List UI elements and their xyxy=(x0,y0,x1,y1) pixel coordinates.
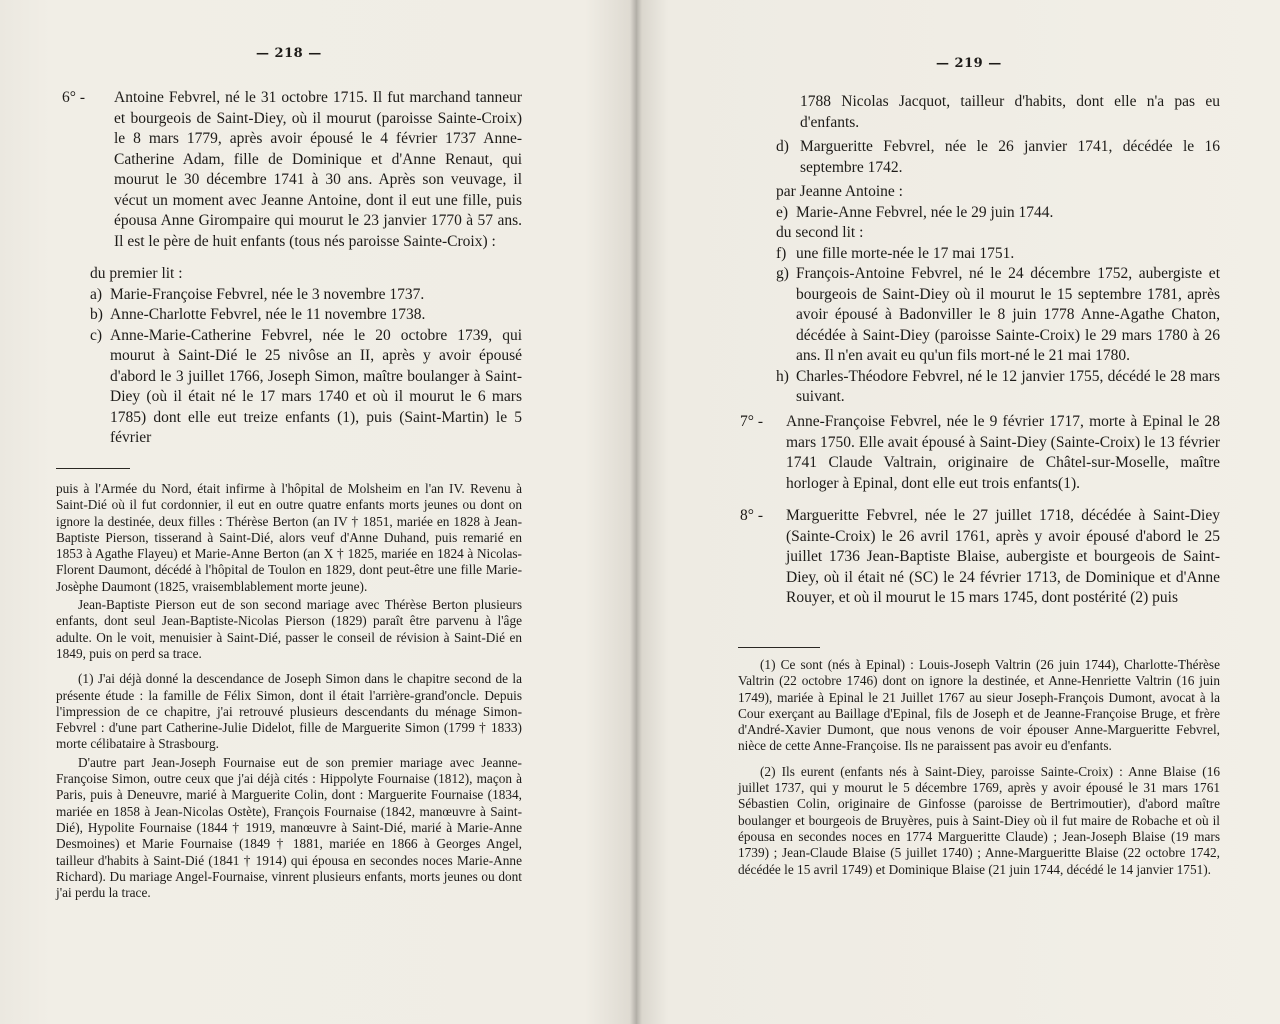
right-entries xyxy=(740,412,1220,609)
entry-8-number: 8° - xyxy=(740,507,763,524)
page-number-219: — 219 — xyxy=(936,56,1002,71)
left-main-text xyxy=(62,88,522,449)
child-e-text: Marie-Anne Febvrel, née le 29 juin 1744. xyxy=(796,203,1054,221)
child-a xyxy=(90,285,522,306)
child-d xyxy=(776,137,1220,178)
child-e-mark: e) xyxy=(776,203,789,221)
page-number-218: — 218 — xyxy=(256,46,322,61)
left-footnote-1: (1) J'ai déjà donné la descendance de Joseph Simon dans le chapitre second de la présente étude : la famille de Félix Simon, dont il était l'arrière-grand'oncle. Depuis l'impression de ce chapitre, j'ai retrouvé plusieurs descendants du ménage Simon-Febvrel : d'une part Catherine-Julie Didelot, fille de Marguerite Simon (1799 † 1833) morte célibataire à Strasbourg. xyxy=(56,671,522,752)
left-page xyxy=(0,0,636,1024)
entry-6-number: 6° - xyxy=(62,89,85,106)
child-f xyxy=(776,244,1220,265)
right-footnotes xyxy=(738,657,1220,878)
child-a-text: Marie-Françoise Febvrel, née le 3 novembre 1737. xyxy=(110,285,425,303)
by-jeanne-label: par Jeanne Antoine : xyxy=(776,183,903,200)
right-footnote-rule xyxy=(738,647,820,648)
left-footnote-pierson: Jean-Baptiste Pierson eut de son second mariage avec Thérèse Berton plusieurs enfants, dont seul Jean-Baptiste-Nicolas Pierson (1829) paraît être parvenu à l'âge adulte. On le voit, menuisier à Saint-Dié, passer le conseil de révision à Saint-Dié en 1849, puis on perd sa trace. xyxy=(56,597,522,661)
right-page xyxy=(636,0,1280,1024)
child-b-text: Anne-Charlotte Febvrel, née le 11 novembre 1738. xyxy=(110,306,426,323)
child-h-mark: h) xyxy=(776,367,789,385)
child-g-text: François-Antoine Febvrel, né le 24 décembre 1752, aubergiste et bourgeois de Saint-Diey où il mourut le 15 septembre 1781, après avoir épousé à Badonviller le 8 juin 1778 Anne-Agathe Chaton, décédée à Saint-Diey (paroisse Sainte-Croix) le 29 mars 1780 à 26 ans. Il n'en avait eu qu'un fils mort-né le 21 mai 1780. xyxy=(796,265,1220,364)
entry-8-text: Margueritte Febvrel, née le 27 juillet 1718, décédée à Saint-Diey (Sainte-Croix) le 26 avril 1761, après y avoir épousé d'abord le 25 juillet 1736 Jean-Baptiste Blaise, aubergiste et bourgeois de Saint-Diey, où il était né (SC) le 24 février 1713, de Dominique et d'Anne Rouyer, et où il mourut le 15 mars 1745, dont postérité (2) puis xyxy=(786,507,1220,606)
left-footnote-fournaise: D'autre part Jean-Joseph Fournaise eut de son premier mariage avec Jeanne-Françoise Simon, outre ceux que j'ai déjà cités : Hippolyte Fournaise (1812), maçon à Paris, puis à Deneuvre, marié à Marguerite Colin, dont : Marguerite Fournaise (1834, mariée en 1858 à Jean-Nicolas Ostète), François Fournaise (1842, manœuvre à Saint-Dié), Hypolite Fournaise (1844 † 1919, manœuvre à Saint-Dié, marié à Marie-Anne Desmoines) et Marie Fournaise (1849 † 1881, mariée en 1866 à Georges Angel, tailleur d'habits à Saint-Dié (1841 † 1914) qui épousa en secondes noces Marie-Anne Richard). Du mariage Angel-Fournaise, vinrent plusieurs enfants, morts jeunes ou dont j'ai perdu la trace. xyxy=(56,754,522,901)
child-b xyxy=(90,305,522,326)
child-e xyxy=(776,203,1220,224)
entry-8 xyxy=(740,506,1220,609)
right-footnote-2: (2) Ils eurent (enfants nés à Saint-Diey, paroisse Sainte-Croix) : Anne Blaise (16 juillet 1737, qui y mourut le 5 décembre 1769, après y avoir épousé le 31 mars 1761 Sébastien Colin, originaire de Ginfosse (paroisse de Bertrimoutier), d'abord maître boulanger et bourgeois de Bruyères, puis à Saint-Diey où il fut maire de Robache et où il épousa en secondes noces en 1774 Margueritte Claude) ; Jean-Joseph Blaise (19 mars 1739) ; Jean-Claude Blaise (5 juillet 1740) ; Anne-Margueritte Blaise (22 octobre 1742, décédée le 15 avril 1749) et Dominique Blaise (21 juin 1744, décédé le 14 janvier 1751). xyxy=(738,763,1220,877)
child-c-mark: c) xyxy=(90,326,103,344)
child-h xyxy=(776,367,1220,408)
right-main-text xyxy=(776,92,1220,408)
child-c xyxy=(90,326,522,449)
entry-6-text: Antoine Febvrel, né le 31 octobre 1715. Il fut marchand tanneur et bourgeois de Saint-Diey, où il mourut (paroisse Sainte-Croix) le 8 mars 1779, après avoir épousé le 4 février 1737 Anne-Catherine Adam, fille de Dominique et d'Anne Renaut, qui mourut le 30 décembre 1741 à 30 ans. Après son veuvage, il vécut un moment avec Jeanne Antoine, dont il eut une fille, puis épousa Anne Girompaire qui mourut le 23 janvier 1770 à 57 ans. Il est le père de huit enfants (tous nés paroisse Sainte-Croix) : xyxy=(114,89,522,250)
child-g xyxy=(776,264,1220,367)
second-bed-label: du second lit : xyxy=(776,224,864,241)
first-bed-section xyxy=(62,264,522,449)
left-footnotes xyxy=(56,481,522,901)
child-c-text: Anne-Marie-Catherine Febvrel, née le 20 octobre 1739, qui mourut à Saint-Dié le 25 nivôse an II, après y avoir épousé d'abord le 3 juillet 1766, Joseph Simon, maître boulanger à Saint-Diey (où il était né le 17 mars 1740 et où il mourut le 6 mars 1785) dont elle eut treize enfants (1), puis (Saint-Martin) le 5 février xyxy=(110,326,522,446)
right-footnote-1: (1) Ce sont (nés à Epinal) : Louis-Joseph Valtrin (26 juin 1744), Charlotte-Thérèse Valtrin (22 octobre 1746) dont on ignore la destinée, et Anne-Henriette Valtrin (16 juin 1749), mariée à Epinal le 21 Juillet 1767 au sieur Joseph-François Dumont, avocat à la Cour exerçant au Baillage d'Epinal, fils de Joseph et de Jeanne-Françoise Bruge, et frère d'André-Xavier Dumont, que nous venons de voir épouser Anne-Margueritte Febvrel, nièce de cette Anne-Françoise. Ils ne paraissent pas avoir eu d'enfants. xyxy=(738,657,1220,754)
child-a-mark: a) xyxy=(90,285,103,303)
left-footnote-continuation: puis à l'Armée du Nord, était infirme à l'hôpital de Molsheim en l'an IV. Revenu à Saint-Dié où il fut cordonnier, il eut en outre quatre enfants morts jeunes ou dont on ignore la destinée, deux filles : Thérèse Berton (an IV † 1851, mariée en 1828 à Jean-Baptiste Pierson, tisserand à Saint-Dié, alors veuf d'Anne Duhand, puis remarié en 1853 à Agathe Flayeu) et Marie-Anne Berton (an X † 1825, mariée en 1824 à Nicolas-Florent Daumont, décédé à l'hôpital de Toulon en 1829, dont peut-être une fille Marie-Josèphe Daumont (1825, vraisemblablement morte jeune). xyxy=(56,481,522,594)
child-d-mark: d) xyxy=(776,138,789,155)
child-f-text: une fille morte-née le 17 mai 1751. xyxy=(796,244,1015,262)
entry-7 xyxy=(740,412,1220,494)
book-gutter xyxy=(630,0,642,1024)
child-f-mark: f) xyxy=(776,244,787,262)
child-h-text: Charles-Théodore Febvrel, né le 12 janvier 1755, décédé le 28 mars suivant. xyxy=(796,367,1220,405)
entry-7-text: Anne-Françoise Febvrel, née le 9 février 1717, morte à Epinal le 28 mars 1750. Elle avait épousé à Saint-Diey (Sainte-Croix) le 13 février 1741 Claude Valtrain, originaire de Châtel-sur-Moselle, maître horloger à Epinal, dont elle eut trois enfants(1). xyxy=(786,413,1220,492)
first-bed-label: du premier lit : xyxy=(90,265,183,282)
child-c-continuation: 1788 Nicolas Jacquot, tailleur d'habits, dont elle n'a pas eu d'enfants. xyxy=(800,93,1220,131)
left-footnote-rule xyxy=(56,468,130,469)
entry-7-number: 7° - xyxy=(740,413,763,430)
entry-6 xyxy=(62,88,522,252)
child-b-mark: b) xyxy=(90,306,103,323)
child-d-text: Margueritte Febvrel, née le 26 janvier 1741, décédée le 16 septembre 1742. xyxy=(800,138,1220,176)
child-g-mark: g) xyxy=(776,265,789,282)
